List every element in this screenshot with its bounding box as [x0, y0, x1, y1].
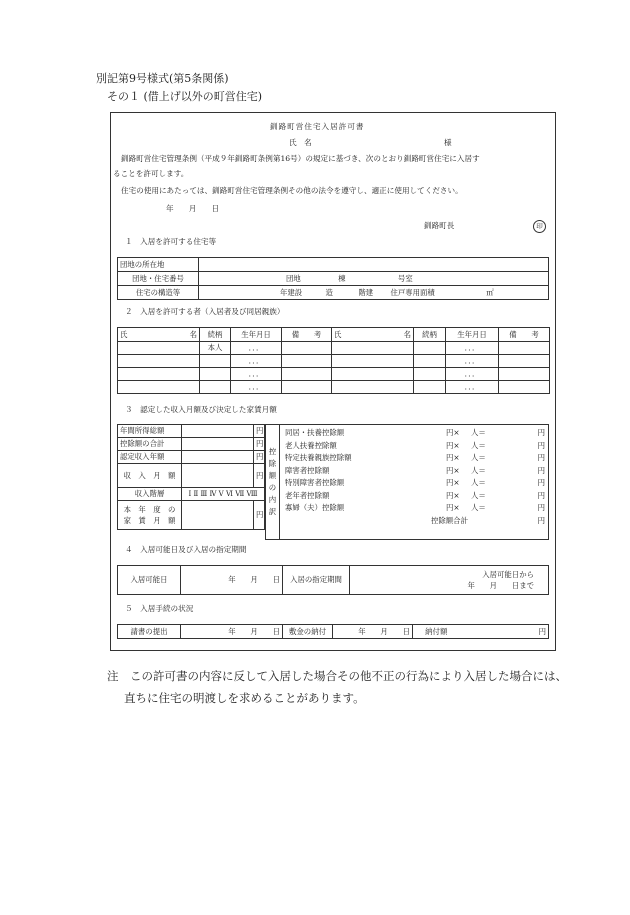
deduction-unit: 円	[537, 490, 545, 500]
housing-number-cell	[199, 272, 549, 286]
deduction-people: 人＝	[471, 440, 486, 450]
deduction-table	[265, 424, 549, 540]
deduction-people: 人＝	[471, 503, 486, 512]
deposit-date: 年 月 日	[333, 625, 413, 639]
deduction-rate: 円×	[446, 428, 460, 437]
occupant-relation	[414, 368, 446, 381]
col-relation-2: 続柄	[414, 328, 446, 342]
move-in-possible-label: 入居可能日	[118, 566, 181, 595]
deduction-people: 人＝	[471, 428, 486, 437]
form-subtitle: その１ (借上げ以外の町営住宅)	[107, 90, 263, 103]
col-name-shi-2: 氏	[334, 329, 342, 339]
housing-location-label: 団地の所在地	[118, 258, 199, 272]
sama-label: 様	[444, 138, 452, 147]
occupant-birth: ．．．	[231, 368, 282, 381]
occupant-birth: ．．．	[446, 368, 499, 381]
col-relation: 続柄	[200, 328, 231, 342]
permit-body-line2: ることを許可します。	[113, 169, 189, 178]
period-until: 年 月 日まで	[467, 581, 534, 590]
occupant-name	[118, 355, 200, 368]
deduction-total-row	[283, 515, 545, 528]
col-remarks: 備 考	[282, 328, 332, 342]
deduction-people: 人＝	[471, 478, 486, 487]
occupant-birth: ．．．	[231, 381, 282, 394]
area-label: 住戸専用面積	[390, 287, 435, 297]
deduction-rate: 円×	[446, 465, 460, 475]
deduction-unit: 円	[537, 478, 545, 487]
deduction-char: の	[268, 483, 277, 492]
section3-heading: ３ 認定した収入月額及び決定した家賃月額	[125, 405, 277, 414]
occupant-name	[118, 368, 200, 381]
deduction-people: 人＝	[471, 453, 486, 462]
occupant-name	[332, 368, 414, 381]
monthly-income-value	[182, 464, 254, 488]
deduction-breakdown-title	[266, 425, 280, 540]
occupant-name	[118, 342, 200, 355]
certified-income-value	[182, 451, 254, 464]
col-name-mei: 名	[189, 329, 197, 339]
deduction-label: 寡婦（夫）控除額	[285, 503, 345, 512]
deduction-label: 老年者控除額	[285, 490, 330, 500]
occupant-relation	[414, 342, 446, 355]
occupant-relation	[200, 355, 231, 368]
occupant-row	[118, 355, 550, 368]
housing-number-label: 団地・住宅番号	[118, 272, 199, 286]
section5-heading: ５ 入居手続の状況	[125, 604, 194, 613]
annual-income-unit: 円	[254, 425, 265, 438]
housing-location-value	[199, 258, 549, 272]
occupant-remarks	[282, 342, 332, 355]
occupant-birth: ．．．	[446, 355, 499, 368]
deduction-row	[283, 427, 545, 440]
col-name-shi: 氏	[120, 329, 128, 339]
section4-heading: ４ 入居可能日及び入居の指定期間	[125, 545, 247, 554]
deduction-rate: 円×	[446, 440, 460, 450]
deduction-people: 人＝	[471, 465, 486, 475]
built-year-label: 年建設	[280, 287, 303, 297]
occupants-table	[117, 327, 550, 394]
seal-mark: 印	[533, 220, 546, 233]
deduction-row	[283, 490, 545, 503]
col-birthdate-2: 生年月日	[446, 328, 499, 342]
monthly-income-label: 収 入 月 額	[118, 464, 182, 488]
deduction-rate: 円×	[446, 503, 460, 512]
income-class-values: Ⅰ Ⅱ Ⅲ Ⅳ Ⅴ Ⅵ Ⅶ Ⅷ	[182, 488, 265, 501]
construction-label: 造	[325, 287, 333, 297]
deduction-char: 内	[268, 494, 277, 504]
paid-amount-unit: 円	[460, 625, 549, 639]
deduction-sum-unit: 円	[537, 515, 545, 525]
deduction-row	[283, 465, 545, 478]
occupant-remarks	[282, 381, 332, 394]
occupant-relation	[200, 368, 231, 381]
col-name-2	[332, 328, 414, 342]
permit-body-line1: 釧路町営住宅管理条例（平成９年釧路町条例第16号）の規定に基づき、次のとおり釧路町営住宅に入居す	[121, 154, 480, 163]
occupant-remarks	[499, 368, 550, 381]
section1-heading: １ 入居を許可する住宅等	[125, 237, 217, 246]
deduction-label: 老人扶養控除額	[285, 440, 337, 450]
occupant-relation	[414, 355, 446, 368]
occupant-row	[118, 381, 550, 394]
col-name	[118, 328, 200, 342]
occupant-birth: ．．．	[446, 342, 499, 355]
deduction-label: 特別障害者控除額	[285, 478, 345, 487]
structure-cell	[199, 286, 549, 300]
rent-label-1: 本 年 度 の	[123, 504, 176, 514]
housing-table	[117, 257, 549, 300]
deduction-label: 特定扶養親族控除額	[285, 453, 352, 462]
col-name-mei-2: 名	[403, 329, 411, 339]
deduction-sum-label: 控除額合計	[431, 515, 468, 525]
goushitsu-label: 号室	[397, 273, 413, 283]
certified-income-label: 認定収入年額	[118, 451, 182, 464]
note-line2: 直ちに住宅の明渡しを求めることがあります。	[124, 691, 365, 705]
danchi-label: 団地	[286, 273, 301, 283]
permit-date: 年 月 日	[166, 204, 220, 213]
occupant-birth: ．．．	[231, 342, 282, 355]
deduction-row	[283, 452, 545, 465]
occupant-remarks	[499, 381, 550, 394]
annual-income-value	[182, 425, 254, 438]
occupant-name	[118, 381, 200, 394]
deposit-label: 敷金の納付	[283, 625, 333, 639]
occupant-remarks	[282, 355, 332, 368]
name-label: 氏 名	[289, 138, 312, 147]
deduction-unit: 円	[537, 453, 545, 462]
deduction-total-value	[182, 438, 254, 451]
deduction-rate: 円×	[446, 478, 460, 487]
deduction-total-unit: 円	[254, 438, 265, 451]
deduction-row	[283, 477, 545, 490]
deduction-unit: 円	[537, 428, 545, 437]
occupant-name	[332, 355, 414, 368]
deduction-list	[280, 425, 549, 540]
paid-amount-label: 納付額	[413, 625, 460, 639]
deduction-people: 人＝	[471, 490, 486, 500]
deduction-char: 控	[268, 447, 277, 457]
sqm-unit: ㎡	[486, 287, 494, 297]
occupant-row	[118, 368, 550, 381]
col-remarks-2: 備 考	[499, 328, 550, 342]
deduction-char: 除	[268, 459, 277, 469]
occupant-birth: ．．．	[446, 381, 499, 394]
occupant-name	[332, 381, 414, 394]
tou-label: 棟	[338, 273, 346, 283]
occupant-birth: ．．．	[231, 355, 282, 368]
col-birthdate: 生年月日	[231, 328, 282, 342]
deduction-char: 額	[268, 471, 277, 481]
floors-label: 階建	[358, 287, 374, 297]
move-in-table	[117, 565, 549, 595]
rent-value	[182, 501, 254, 530]
rent-label-2: 家 賃 月 額	[123, 516, 176, 525]
certified-income-unit: 円	[254, 451, 265, 464]
deduction-label: 同居・扶養控除額	[285, 428, 345, 437]
income-class-label: 収入階層	[118, 488, 182, 501]
deduction-unit: 円	[537, 465, 545, 475]
occupant-relation	[200, 381, 231, 394]
occupant-relation: 本人	[200, 342, 231, 355]
deduction-label: 障害者控除額	[285, 465, 330, 475]
issuer: 釧路町長	[424, 221, 455, 230]
occupant-name	[332, 342, 414, 355]
deduction-char: 訳	[268, 506, 277, 516]
move-in-possible-date: 年 月 日	[181, 566, 283, 595]
rent-unit: 円	[254, 501, 265, 530]
deduction-row	[283, 440, 545, 453]
occupant-remarks	[282, 368, 332, 381]
pledge-submit-date: 年 月 日	[181, 625, 283, 639]
income-table	[117, 424, 265, 530]
procedure-table	[117, 624, 549, 639]
deduction-unit: 円	[537, 503, 545, 512]
structure-label: 住宅の構造等	[118, 286, 199, 300]
move-in-period-label: 入居の指定期間	[283, 566, 350, 595]
period-from: 入居可能日から	[482, 569, 534, 579]
form-reference: 別記第9号様式(第5条関係)	[96, 72, 229, 85]
annual-income-label: 年間所得総額	[118, 425, 182, 438]
deduction-row	[283, 502, 545, 515]
deduction-unit: 円	[537, 440, 545, 450]
occupant-remarks	[499, 342, 550, 355]
monthly-income-unit: 円	[254, 464, 265, 488]
note-line1: 注 この許可書の内容に反して入居した場合その他不正の行為により入居した場合には、	[107, 669, 567, 683]
occupant-relation	[414, 381, 446, 394]
deduction-total-label: 控除額の合計	[118, 438, 182, 451]
deduction-rate: 円×	[446, 453, 460, 462]
section2-heading: ２ 入居を許可する者（入居者及び同居親族）	[125, 307, 285, 316]
permit-body-line3: 住宅の使用にあたっては、釧路町営住宅管理条例その他の法令を遵守し、適正に使用してください。	[121, 186, 463, 195]
permit-title: 釧路町営住宅入居許可書	[270, 122, 365, 131]
occupant-row	[118, 342, 550, 355]
occupant-remarks	[499, 355, 550, 368]
deduction-rate: 円×	[446, 490, 460, 500]
pledge-submit-label: 請書の提出	[118, 625, 181, 639]
